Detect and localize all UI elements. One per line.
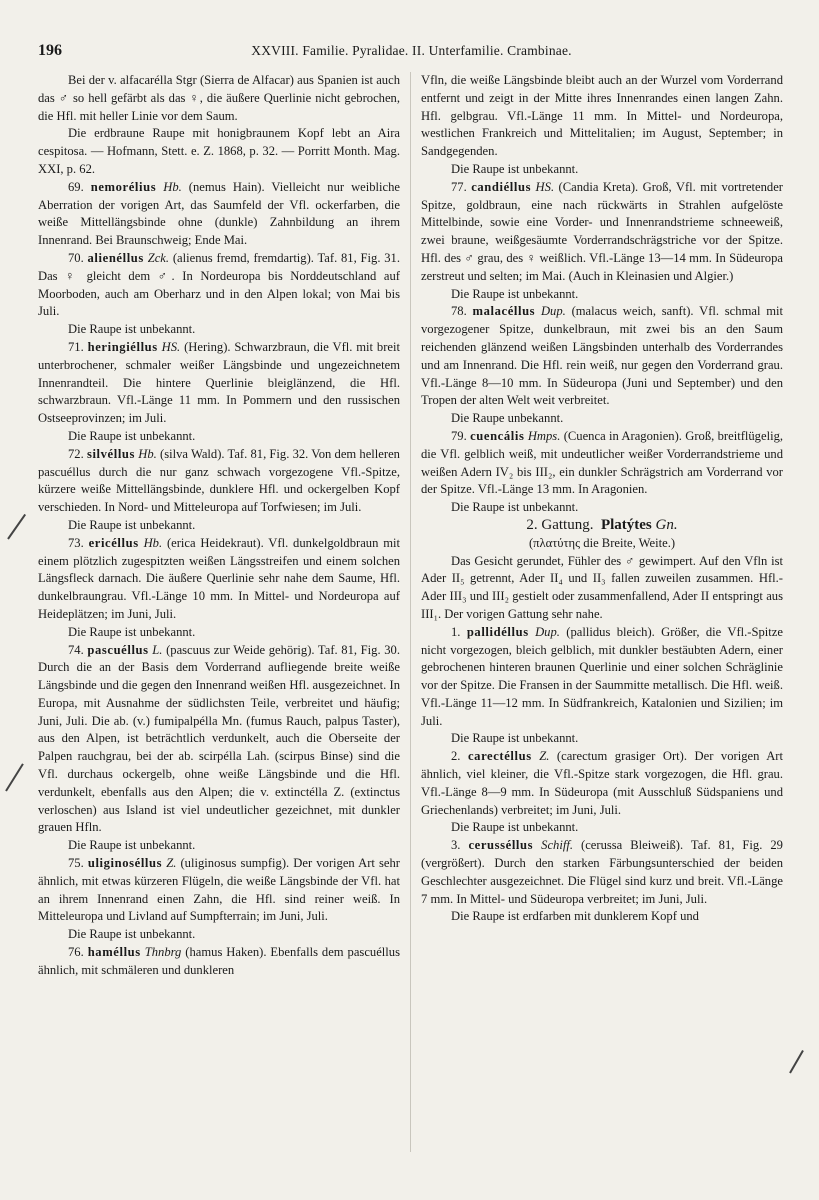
- species-author: Hb.: [163, 179, 182, 194]
- species-name: cerusséllus: [468, 838, 534, 853]
- raupe-note: Die Raupe ist unbekannt.: [68, 624, 196, 639]
- intro-paragraph: Bei der v. alfacarélla Stgr (Sierra de Alfacar) aus Spanien ist auch das ♂ so hell gefärbt als das ♀, die äußere Querlinie nicht gebrochen, die Hfl. mit heller Linie vor dem Saum.: [38, 73, 400, 123]
- species-author: Zck.: [147, 250, 170, 265]
- raupe-note: Die Raupe ist unbekannt.: [68, 322, 196, 337]
- species-author: HS.: [535, 179, 555, 194]
- entry-number: 72.: [68, 446, 84, 461]
- entry-text: (Hering). Schwarzbraun, die Vfl. mit breit unterbrochener, schmaler weißer Längsbinde und ungezeichnetem Innenrandteil. Die hintere Querlinie bleiglänzend, die Hfl. schwarzbraun. Vfl.-Länge 11 mm. In Pommern und den russischen Ostseeprovinzen; im Juli.: [38, 339, 400, 426]
- column-divider: [410, 72, 411, 1152]
- species-entry: [421, 179, 783, 286]
- species-entry: [38, 179, 400, 250]
- species-name: pallidéllus: [466, 624, 529, 639]
- page-header: [38, 42, 785, 64]
- species-entry: [38, 944, 400, 980]
- species-entry: [421, 624, 783, 731]
- species-entry: [421, 837, 783, 908]
- entry-number: 3.: [451, 838, 461, 853]
- entry-number: 70.: [68, 250, 84, 265]
- raupe-note: Die Raupe ist unbekannt.: [68, 927, 196, 942]
- species-entry: [421, 428, 783, 499]
- species-name: silvéllus: [86, 446, 136, 461]
- entry-text: (hamus Haken). Ebenfalls dem pascuéllus ähnlich, mit schmäleren und dunkleren: [38, 945, 400, 977]
- species-name: cuencális: [470, 428, 525, 443]
- raupe-note: Die Raupe ist unbekannt.: [451, 286, 579, 301]
- entry-text: (Candia Kreta). Groß, Vfl. mit vortretender Spitze, goldbraun, eine nach rückwärts in Strahlen aufgelöste Mittelbinde, sowie eine Vorder- und Innenrandstrieme schneeweiß, zwei braune, weißgesäumte Vorderrandschrägstriche vor der Spitze. Hfl. des ♂ grau, des ♀ weißlich. Vfl.-Länge 13—14 mm. In Südeuropa zerstreut und selten; im Mai. (Auch in Kleinasien und Algier.): [421, 179, 783, 283]
- species-name: alienéllus: [87, 250, 144, 265]
- entry-text: (malacus weich, sanft). Vfl. schmal mit vorgezogener Spitze, dunkelbraun, mit zwei bis an den Saum reichenden glänzend weißen Längsbinden unterhalb des Vorderrandes und am Innenrand. Die Hfl. rein weiß, nur gegen den Vorderrand grau. Vfl.-Länge 8—10 mm. In Südeuropa (Juni und September) und den Tropen der alten Welt weit verbreitet.: [421, 304, 784, 408]
- species-author: Z.: [539, 749, 550, 764]
- species-author: Dup.: [535, 624, 560, 639]
- species-author: Schiff.: [541, 838, 573, 853]
- species-author: HS.: [161, 339, 181, 354]
- entry-text: (cerussa Bleiweiß). Taf. 81, Fig. 29 (vergrößert). Durch den starken Färbungsunterschied der beiden Geschlechter ausgezeichnet. Die Flügel sind kurz und breit. Vfl.-Länge 7 mm. In Mittel- und Südeuropa verbreitet; im Juni, Juli.: [421, 838, 783, 906]
- species-entry: [421, 303, 783, 410]
- species-name: heringiéllus: [87, 339, 158, 354]
- species-entry: [38, 855, 400, 926]
- raupe-note: Die Raupe ist unbekannt.: [451, 500, 579, 515]
- margin-pencil-mark: [5, 763, 24, 791]
- genus-author: Gn.: [655, 516, 678, 533]
- genus-description: Das Gesicht gerundet, Fühler des ♂ gewimpert. Auf den Vfln ist Ader II₅ getrennt, Ader II₄ und II₃ fallen zuweilen zusammen. Hfl.-Ader III₃ und III₂ gestielt oder zusammenfallend, Ader II entspringt aus III₁. Der vorigen Gattung sehr nahe.: [421, 553, 783, 621]
- species-name: carectéllus: [467, 749, 532, 764]
- entry-text: (erica Heidekraut). Vfl. dunkelgoldbraun mit einem plötzlich zugespitzten weißen Längsstreifen und einem solchen Längsfleck darnach. Die äußere Querlinie sehr nahe dem Saume, Hfl. dunkelbraungrau. Vfl.-Länge 10 mm. In Mittel- und Nordeuropa auf Heideplätzen; im Juni, Juli.: [38, 535, 401, 621]
- left-column: [38, 72, 400, 980]
- continued-text: Vfln, die weiße Längsbinde bleibt auch an der Wurzel vom Vorderrand entfernt und zeigt in der Mitte ihres Innenrandes einen langen Zahn. Hfl. gelbgrau. Vfl.-Länge 11 mm. In Mittel- und Nordeuropa, westlichen Frankreich und Mittelitalien; im August, September; in Sandgegenden.: [421, 73, 783, 159]
- margin-pencil-mark: [789, 1050, 804, 1074]
- raupe-note: Die Raupe ist unbekannt.: [451, 161, 579, 176]
- species-name: haméllus: [87, 945, 141, 960]
- entry-text: (alienus fremd, fremdartig). Taf. 81, Fig. 31. Das ♀ gleicht dem ♂. In Nordeuropa bis Norddeutschland auf Moorboden, auch am Oberharz und in den Alpen lokal; von Mai bis Juli.: [38, 250, 400, 319]
- species-author: Hb.: [138, 446, 157, 461]
- entry-text: (silva Wald). Taf. 81, Fig. 32. Von dem helleren pascuéllus durch die nur ganz schwach vorgezogene Vfl.-Spitze, kürzere weiße Mittellängsbinde, dunklere Hfl. und ockergelben Kopf verschieden. In Nord- und Mitteleuropa auf Torfwiesen; im Juli.: [38, 446, 400, 515]
- raupe-note: Die Raupe ist unbekannt.: [68, 517, 196, 532]
- species-author: Dup.: [540, 304, 566, 319]
- entry-number: 73.: [68, 535, 84, 550]
- genus-label: 2. Gattung.: [526, 516, 594, 533]
- genus-heading: [421, 517, 783, 535]
- species-author: Thnbrg: [144, 945, 182, 960]
- species-entry: [38, 250, 400, 321]
- species-name: ericéllus: [88, 535, 139, 550]
- page-number: 196: [38, 42, 62, 59]
- raupe-note: Die Raupe ist erdfarben mit dunklerem Kopf und: [451, 909, 699, 924]
- species-author: Z.: [166, 856, 177, 871]
- species-author: L.: [152, 642, 163, 657]
- entry-number: 2.: [451, 749, 461, 764]
- species-name: nemorélius: [90, 179, 157, 194]
- species-entry: [38, 535, 400, 624]
- species-entry: [38, 642, 400, 838]
- margin-pencil-mark: [7, 514, 26, 540]
- entry-text: (carectum grasiger Ort). Der vorigen Art ähnlich, viel kleiner, die Vfl.-Spitze stark vorgezogen, die Hfl. grau. Vfl.-Länge 8—9 mm. In Südeuropa (mit Ausschluß Südspaniens und Griechenlands) verbreitet; im Juni, Juli.: [421, 749, 783, 817]
- entry-text: (pascuus zur Weide gehörig). Taf. 81, Fig. 30. Durch die an der Basis dem Vorderrand aufliegende breite weiße Längsbinde und die gegen den Innenrand weißen Hfl. ausgezeichnet. In Europa, mit Ausnahme der südlichsten Teile, verbreitet und häufig; Juni, Juli. Die ab. (v.) fumipalpélla Mn. (fumus Rauch, palpus Taster), aus den Alpen, ist beträchtlich verdunkelt, auch die Oberseite der Palpen rauchgrau, bei der ab. scirpélla Lah. (scirpus Binse) sind die Vfl. durchaus ockergelb, ohne weiße Längsbinde und die Hfl. verdunkelt, ebenfalls aus den Alpen; die v. extinctélla Z. (extinctus verloschen) aus Island ist viel undeutlicher gezeichnet, mit dunkler grauen Hfln.: [38, 642, 400, 835]
- entry-number: 78.: [451, 304, 467, 319]
- entry-text: (Cuenca in Aragonien). Groß, breitflügelig, die Vfl. gelblich weiß, mit undeutlicher weißer Vorderrandstrieme und weißen Adern IV₂ bis III₂, ein dunkler Schrägstrich am Vorderrand vor der Spitze. Vfl.-Länge 13 mm. In Aragonien.: [421, 428, 784, 497]
- entry-number: 71.: [68, 339, 84, 354]
- species-author: Hb.: [143, 535, 163, 550]
- species-name: pascuéllus: [87, 642, 149, 657]
- intro-paragraph: Die erdbraune Raupe mit honigbraunem Kopf lebt an Aira cespitosa. — Hofmann, Stett. e. Z. 1868, p. 32. — Porritt Month. Mag. XXI, p. 62.: [38, 126, 400, 176]
- species-entry: [38, 446, 400, 517]
- raupe-note: Die Raupe ist unbekannt.: [451, 731, 579, 746]
- raupe-note: Die Raupe ist unbekannt.: [68, 838, 196, 853]
- genus-name: Platýtes: [600, 516, 652, 533]
- entry-text: (pallidus bleich). Größer, die Vfl.-Spitze nicht vorgezogen, bleich gelblich, mit dunkler bestäubten Adern, einer gebrochenen hinteren braunen Querlinie und einer solchen Schräglinie vor der Spitze. Die Fransen in der Saummitte metallisch. Die Hfl. weiß. Vfl.-Länge 11—12 mm. In Südfrankreich, Katalonien und Sizilien; im Juli.: [421, 624, 783, 728]
- entry-number: 79.: [451, 428, 467, 443]
- entry-number: 76.: [68, 945, 84, 960]
- genus-etymology: (πλατύτης die Breite, Weite.): [528, 535, 676, 550]
- entry-number: 74.: [68, 642, 84, 657]
- raupe-note: Die Raupe unbekannt.: [451, 411, 564, 426]
- raupe-note: Die Raupe ist unbekannt.: [451, 820, 579, 835]
- species-entry: [38, 339, 400, 428]
- species-author: Hmps.: [527, 428, 561, 443]
- running-title: XXVIII. Familie. Pyralidae. II. Unterfamilie. Crambinae.: [251, 43, 572, 58]
- entry-text: (uliginosus sumpfig). Der vorigen Art sehr ähnlich, mit etwas kürzeren Flügeln, die weiße Längsbinde der Vfl. hat an ihrem Innenrand einen Zahn, die Hfl. sind reiner weiß. In Mitteleuropa und Livland auf Sumpfterrain; im Juni, Juli.: [38, 856, 400, 924]
- right-column: [421, 72, 783, 926]
- entry-number: 77.: [451, 179, 467, 194]
- entry-number: 1.: [451, 624, 461, 639]
- species-entry: [421, 748, 783, 819]
- entry-number: 75.: [68, 856, 84, 871]
- raupe-note: Die Raupe ist unbekannt.: [68, 428, 196, 443]
- entry-number: 69.: [68, 179, 84, 194]
- species-name: uliginoséllus: [87, 856, 163, 871]
- species-name: candiéllus: [471, 179, 532, 194]
- species-name: malacéllus: [472, 304, 536, 319]
- entry-text: (nemus Hain). Vielleicht nur weibliche Aberration der vorigen Art, das Saumfeld der Vfl. ockerfarben, die weiße Mittellängsbinde ohne (dunkle) Zahnbildung an ihrem Innenrand. Bei Braunschweig; Ende Mai.: [38, 179, 401, 248]
